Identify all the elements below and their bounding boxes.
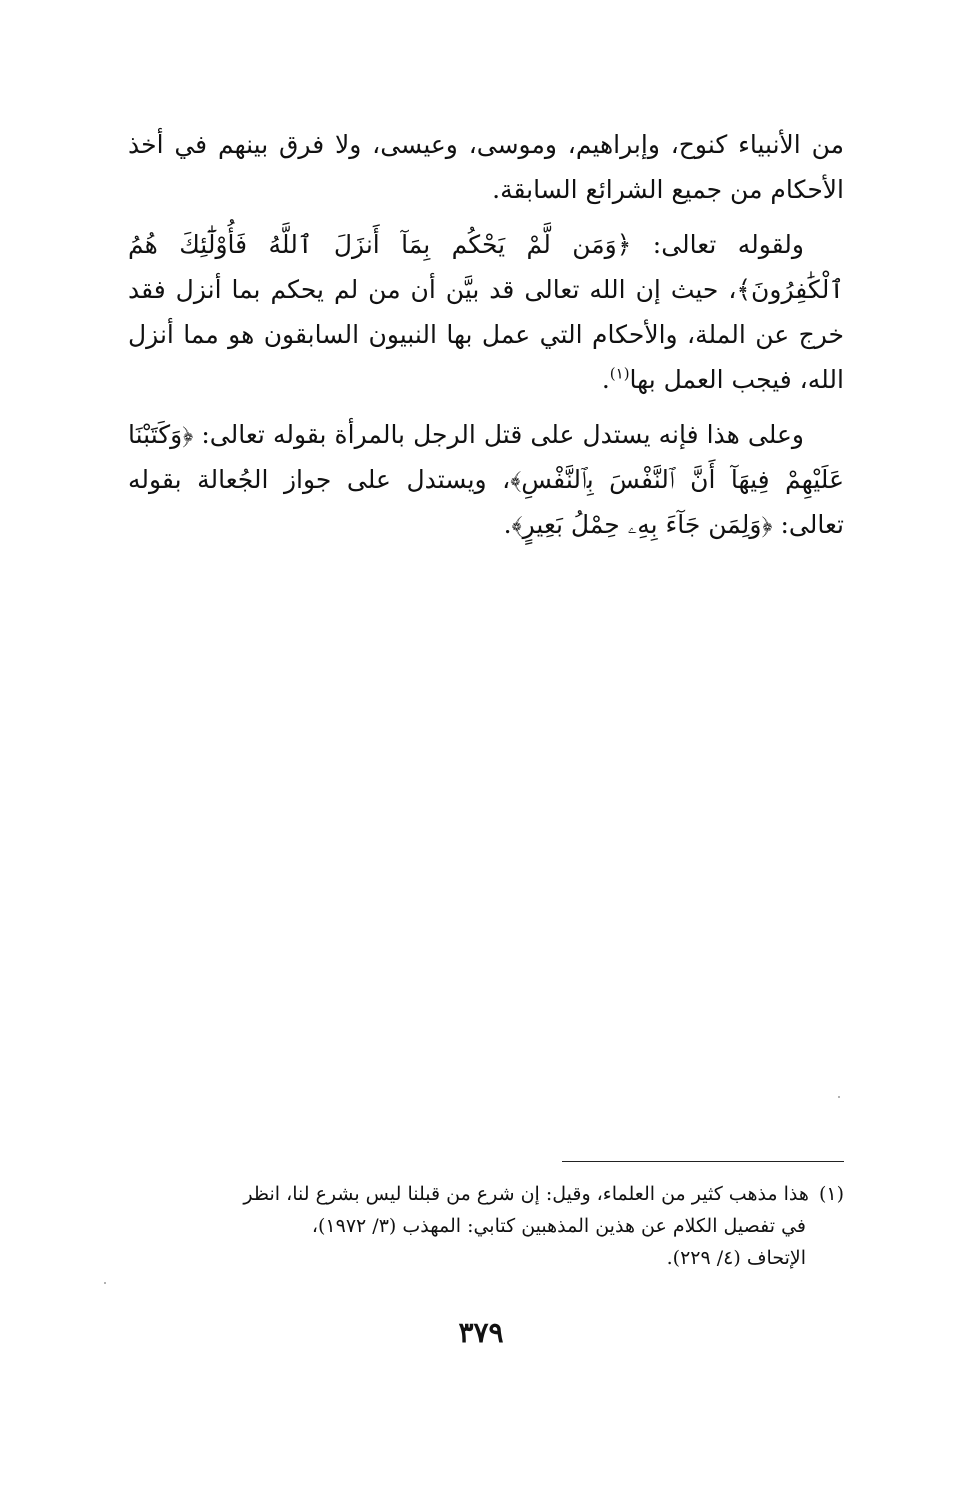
paragraph-2	[128, 222, 844, 402]
footnote-reference[interactable]: (١)	[609, 364, 630, 383]
paragraph-3	[128, 412, 844, 547]
footnote-divider	[562, 1161, 844, 1162]
footnote-line-1: هذا مذهب كثير من العلماء، وقيل: إن شرع من قبلنا ليس بشرع لنا، انظر	[243, 1183, 809, 1205]
paragraph-2-end: .	[601, 365, 610, 394]
paragraph-2-body: ، حيث إن الله تعالى قد بيَّن أن من لم يحكم بما أنزل فقد خرج عن الملة، والأحكام التي عمل بها النبيون السابقون هو مما أنزل الله، فيجب العمل بها	[128, 275, 844, 394]
scan-speck	[104, 1282, 106, 1284]
paragraph-3-middle: ، ويستدل على جواز الجُعالة بقوله تعالى:	[128, 465, 844, 539]
paragraph-1-text: من الأنبياء كنوح، وإبراهيم، وموسى، وعيسى، ولا فرق بينهم في أخذ الأحكام من جميع الشرائع السابقة.	[128, 130, 844, 204]
paragraph-1	[128, 122, 844, 212]
page-number: ٣٧٩	[458, 1316, 504, 1349]
footnote-line-2: في تفصيل الكلام عن هذين المذهبين كتابي: المهذب (٣/ ١٩٧٢)،	[311, 1215, 806, 1237]
main-text	[128, 122, 844, 557]
scan-speck	[838, 1096, 840, 1098]
quran-verse-1: ﴿وَمَن لَّمْ يَحْكُم بِمَآ أَنزَلَ ٱللَّهُ فَأُوْلَٰٓئِكَ هُمُ ٱلْكَٰفِرُونَ﴾	[128, 230, 844, 304]
footnote	[128, 1178, 844, 1274]
quran-verse-2: ﴿وَكَتَبْنَا عَلَيْهِمْ فِيهَآ أَنَّ ٱلنَّفْسَ بِٱلنَّفْسِ﴾	[128, 420, 844, 494]
paragraph-2-intro: ولقوله تعالى:	[631, 230, 804, 259]
footnote-number: (١)	[818, 1183, 844, 1205]
paragraph-3-end: .	[503, 510, 512, 539]
footnote-line-3: الإتحاف (٤/ ٢٢٩).	[666, 1247, 806, 1269]
quran-verse-3: ﴿وَلِمَن جَآءَ بِهِۦ حِمْلُ بَعِيرٍ﴾	[511, 510, 773, 539]
paragraph-3-intro: وعلى هذا فإنه يستدل على قتل الرجل بالمرأة بقوله تعالى:	[193, 420, 804, 449]
